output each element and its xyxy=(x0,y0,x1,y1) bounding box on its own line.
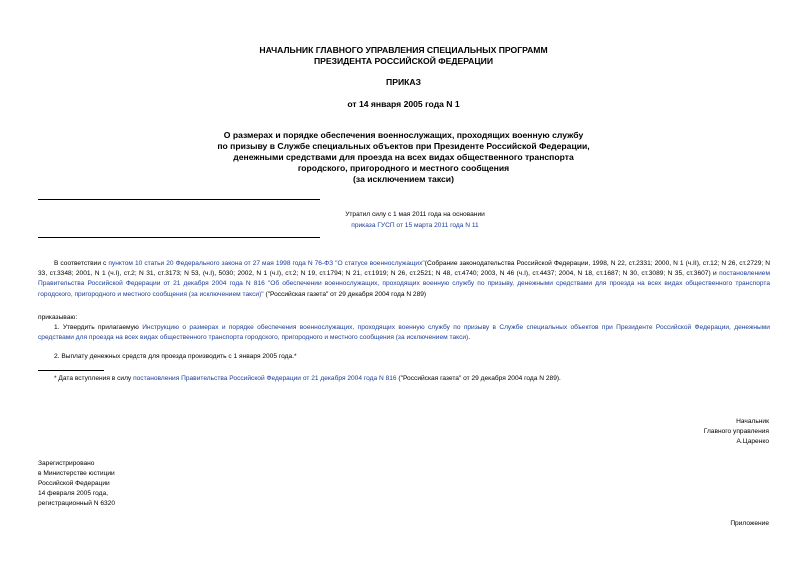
preamble-text-2: (Собрание законодательства Российской Федерации, 1998, N 22, ст.2331; 2000, N 1 (ч.II), ст.12; N 26, ст.2729; N 33, ст.3348; 2001, N 1 (ч.I), ст.2; N 31, ст.3173; N 53, (ч.I), 5030; 2002, N 1 (ч.I), ст.2; N 19, ст.1794; N 21, ст.1919; N 26, ст.2521; N 48, ст.4740; 2003, N 46 (ч.I), ст.4437; 2004, N 18, ст.1687; N 30, ст.3089; N 35, ст.3607) и xyxy=(38,260,770,278)
title-line-1: О размерах и порядке обеспечения военнослужащих, проходящих военную службу xyxy=(223,130,584,140)
order-word: приказываю: xyxy=(38,314,78,321)
federal-law-link[interactable]: пунктом 10 статьи 20 Федерального закона от 27 мая 1998 года N 76-ФЗ "О статусе военнослужащих" xyxy=(108,260,425,267)
instruction-link[interactable]: Инструкцию о размерах и порядке обеспечения военнослужащих, проходящих военную службу по призыву в Службе специальных объектов при Президенте Российской Федерации, денежными средствами для проезда на всех видах общественного транспорта городского, пригородного и местного сообщения (за исключением такси) xyxy=(38,324,770,342)
footnote-paragraph xyxy=(38,374,770,384)
status-divider-top xyxy=(38,199,320,200)
footnote-divider xyxy=(38,370,104,371)
document-date-number: от 14 января 2005 года N 1 xyxy=(347,99,460,109)
item-1-text-1: 1. Утвердить прилагаемую xyxy=(54,324,143,331)
signature-position: Начальник xyxy=(736,418,769,425)
document-type: ПРИКАЗ xyxy=(386,77,421,87)
registration-line-2: в Министерстве юстиции xyxy=(38,470,115,477)
preamble-text-1: В соответствии с xyxy=(54,260,109,267)
org-name-line2: ПРЕЗИДЕНТА РОССИЙСКОЙ ФЕДЕРАЦИИ xyxy=(313,56,494,66)
footnote-text-1: * Дата вступления в силу xyxy=(54,375,134,382)
title-line-4: городского, пригородного и местного сообщения xyxy=(297,163,510,173)
item-2-paragraph: 2. Выплату денежных средств для проезда производить с 1 января 2005 года.* xyxy=(54,353,297,360)
title-line-2: по призыву в Службе специальных объектов при Президенте Российской Федерации, xyxy=(217,141,590,151)
appendix-label: Приложение xyxy=(730,520,769,527)
item-1-paragraph xyxy=(38,323,770,343)
registration-line-4: 14 февраля 2005 года, xyxy=(38,490,108,497)
title-line-3: денежными средствами для проезда на всех видах общественного транспорта xyxy=(233,152,574,162)
title-line-5: (за исключением такси) xyxy=(353,174,454,184)
signature-department: Главного управления xyxy=(703,428,769,435)
registration-line-3: Российской Федерации xyxy=(38,480,110,487)
org-name-line1: НАЧАЛЬНИК ГЛАВНОГО УПРАВЛЕНИЯ СПЕЦИАЛЬНЫХ ПРОГРАММ xyxy=(259,45,548,55)
signature-name: А.Царенко xyxy=(736,438,769,445)
registration-line-5: регистрационный N 6320 xyxy=(38,500,116,507)
preamble-text-3: ("Российская газета" от 29 декабря 2004 года N 289) xyxy=(263,290,427,298)
footnote-text-2: ("Российская газета" от 29 декабря 2004 года N 289). xyxy=(396,375,561,382)
registration-line-1: Зарегистрировано xyxy=(38,460,95,467)
preamble-paragraph xyxy=(38,259,770,300)
status-link[interactable]: приказа ГУСП от 15 марта 2011 года N 11 xyxy=(351,222,479,229)
government-resolution-link[interactable]: постановлением Правительства Российской Федерации от 21 декабря 2004 года N 816 "Об обеспечении военнослужащих, проходящих военную службу по призыву, денежными средствами для проезда на всех видах общественного транспорта городского, пригородного и местного сообщения (за исключением такси)" xyxy=(38,270,770,298)
item-1-text-2: . xyxy=(468,334,471,342)
status-divider-bottom xyxy=(38,237,320,238)
status-text: Утратил силу с 1 мая 2011 года на основании xyxy=(345,211,485,218)
footnote-resolution-link[interactable]: постановления Правительства Российской Федерации от 21 декабря 2004 года N 816 xyxy=(133,375,397,382)
